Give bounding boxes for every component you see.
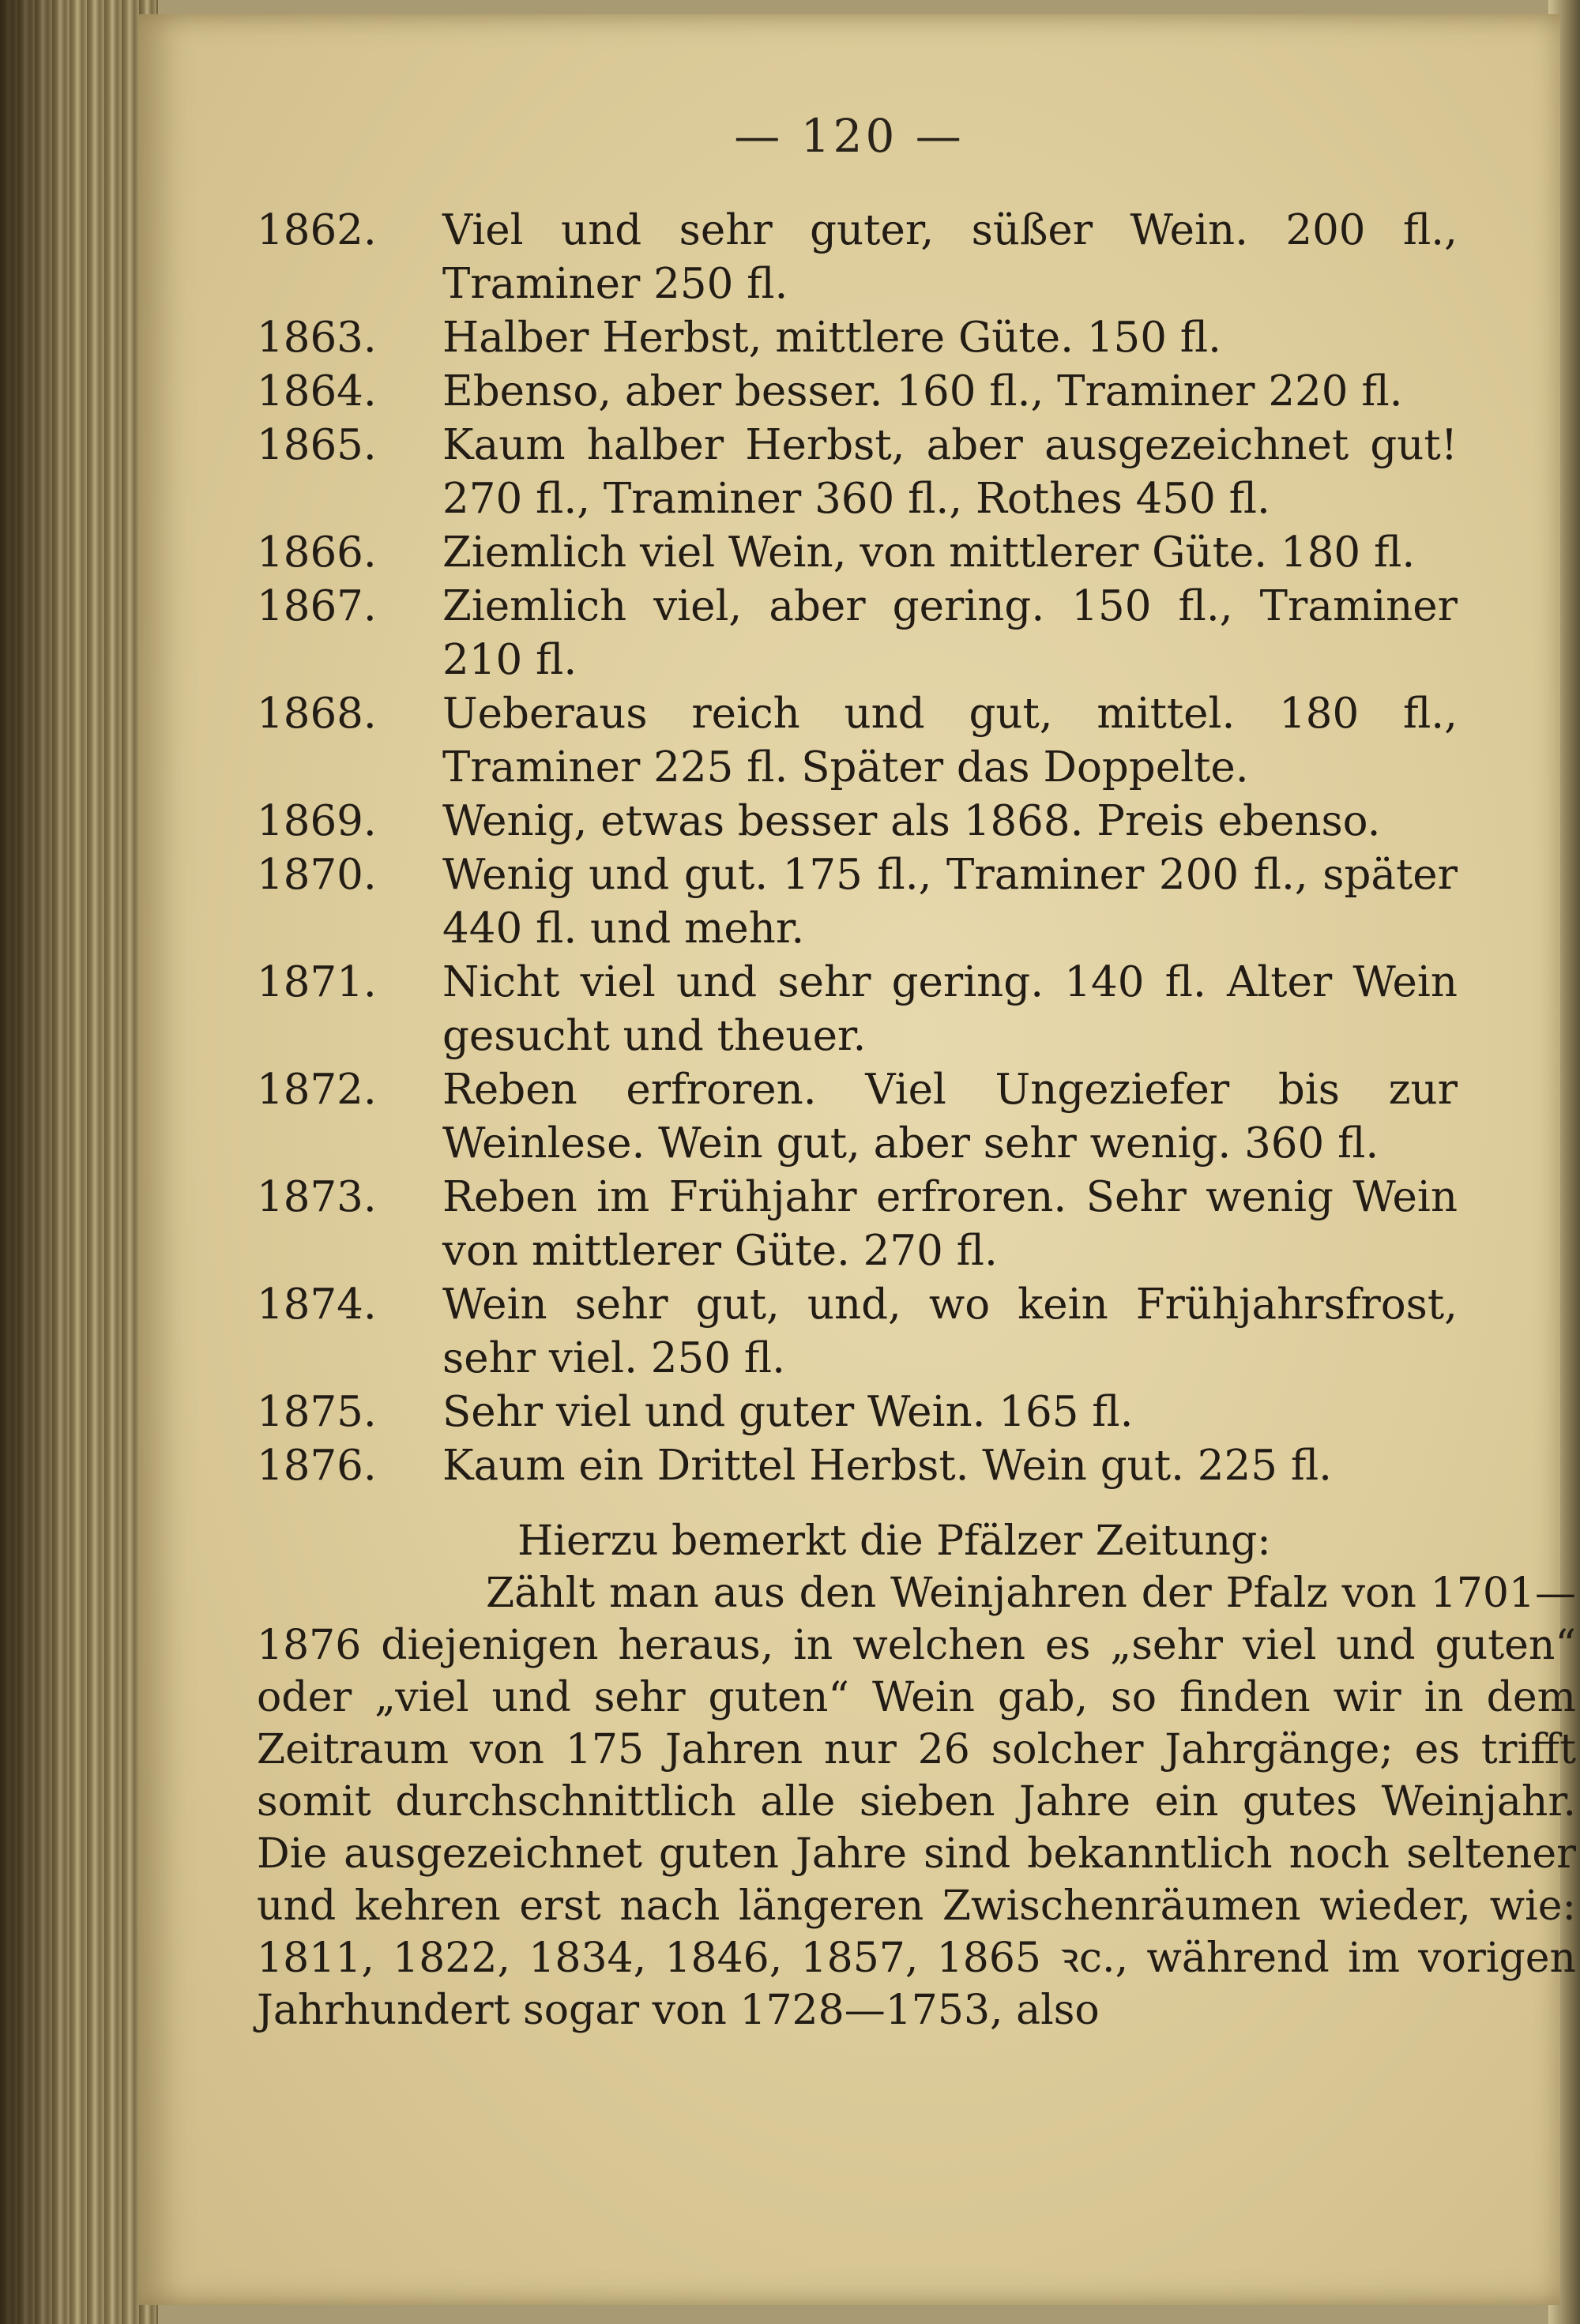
entry-year: 1862.: [257, 206, 377, 254]
commentary: [257, 1515, 1576, 2036]
entry-text: Halber Herbst, mittlere Güte. 150 fl.: [442, 314, 1221, 362]
entry-text: Kaum ein Drittel Herbst. Wein gut. 225 fl.: [442, 1442, 1333, 1490]
vintage-entry: [257, 204, 1458, 311]
vintage-entry: [257, 1171, 1458, 1278]
entry-text: Viel und sehr guter, süßer Wein. 200 fl., Traminer 250 fl.: [442, 206, 1458, 308]
vintage-entry: [257, 311, 1458, 365]
entry-year: 1866.: [257, 528, 377, 577]
entry-year: 1869.: [257, 797, 377, 845]
entry-year: 1867.: [257, 582, 377, 630]
entry-year: 1863.: [257, 314, 377, 362]
vintage-entry: [257, 580, 1458, 687]
entry-year: 1870.: [257, 851, 377, 899]
entry-text: Ziemlich viel Wein, von mittlerer Güte. 180 fl.: [442, 528, 1416, 577]
entry-text: Wenig, etwas besser als 1868. Preis ebenso.: [442, 797, 1381, 845]
entry-text: Nicht viel und sehr gering. 140 fl. Alter Wein gesucht und theuer.: [442, 958, 1458, 1060]
entry-year: 1876.: [257, 1442, 377, 1490]
entry-text: Kaum halber Herbst, aber ausgezeichnet gut! 270 fl., Traminer 360 fl., Rothes 450 fl.: [442, 421, 1458, 523]
vintage-entry: [257, 1439, 1458, 1493]
entry-year: 1873.: [257, 1173, 377, 1221]
vintage-entry: [257, 848, 1458, 956]
vintage-entry: [257, 526, 1458, 580]
vintage-entry: [257, 365, 1458, 419]
entry-year: 1872.: [257, 1066, 377, 1114]
commentary-intro: Hierzu bemerkt die Pfälzer Zeitung:: [517, 1517, 1271, 1565]
entry-text: Ziemlich viel, aber gering. 150 fl., Traminer 210 fl.: [442, 582, 1458, 684]
book-page: [138, 14, 1576, 2305]
vintage-entry: [257, 419, 1458, 526]
entry-text: Wein sehr gut, und, wo kein Frühjahrsfrost, sehr viel. 250 fl.: [442, 1280, 1458, 1382]
entry-text: Sehr viel und guter Wein. 165 fl.: [442, 1388, 1134, 1436]
binding-shadow: [0, 0, 71, 2324]
vintage-entry: [257, 687, 1458, 795]
entry-year: 1874.: [257, 1280, 377, 1329]
vintage-entry: [257, 956, 1458, 1063]
vintage-entry: [257, 1386, 1458, 1439]
entry-year: 1871.: [257, 958, 377, 1006]
vintage-list: [257, 204, 1458, 1493]
entry-text: Reben im Frühjahr erfroren. Sehr wenig Wein von mittlerer Güte. 270 fl.: [442, 1173, 1458, 1275]
commentary-body: Zählt man aus den Weinjahren der Pfalz von 1701—1876 diejenigen heraus, in welchen es „sehr viel und guten“ oder „viel und sehr guten“ Wein gab, so finden wir in dem Zeitraum von 175 Jahren nur 26 solcher Jahrgänge; es trifft somit durchschnittlich alle sieben Jahre ein gutes Weinjahr. Die ausgezeichnet guten Jahre sind bekanntlich noch seltener und kehren erst nach längeren Zwischenräumen wieder, wie: 1811, 1822, 1834, 1846, 1857, 1865 ꝛc., während im vorigen Jahrhundert sogar von 1728—1753, also: [257, 1570, 1576, 2034]
entry-year: 1868.: [257, 690, 377, 738]
entry-text: Wenig und gut. 175 fl., Traminer 200 fl., später 440 fl. und mehr.: [442, 851, 1458, 953]
vintage-entry: [257, 1063, 1458, 1171]
entry-year: 1864.: [257, 367, 377, 416]
entry-text: Reben erfroren. Viel Ungeziefer bis zur Weinlese. Wein gut, aber sehr wenig. 360 fl.: [442, 1066, 1458, 1168]
vintage-entry: [257, 1278, 1458, 1386]
vintage-entry: [257, 795, 1458, 848]
entry-year: 1865.: [257, 421, 377, 469]
entry-year: 1875.: [257, 1388, 377, 1436]
entry-text: Ueberaus reich und gut, mittel. 180 fl., Traminer 225 fl. Später das Doppelte.: [442, 690, 1458, 792]
entry-text: Ebenso, aber besser. 160 fl., Traminer 220 fl.: [442, 367, 1403, 416]
page-number: — 120 —: [734, 109, 965, 163]
